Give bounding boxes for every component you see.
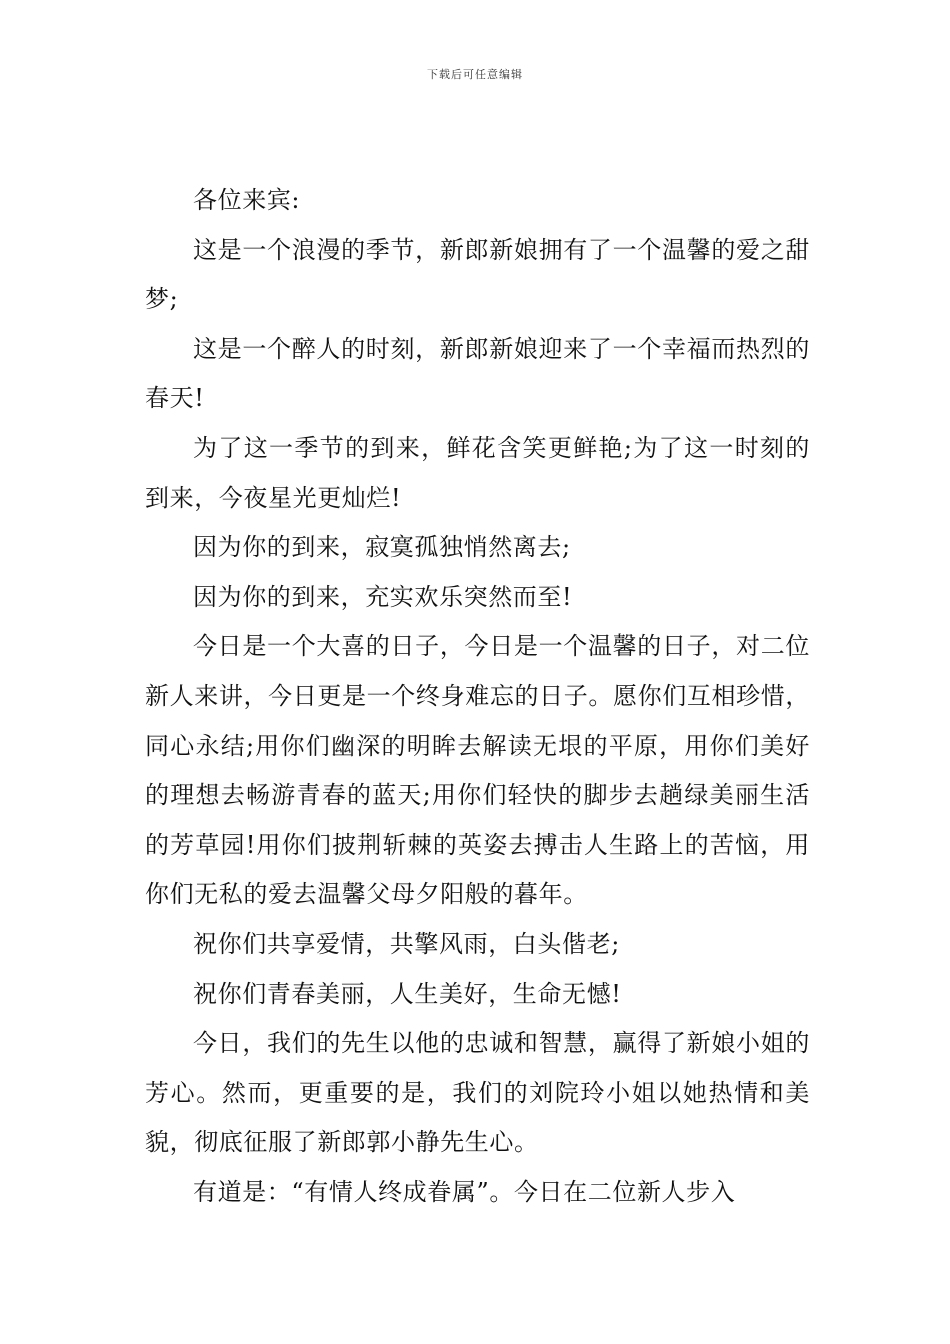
- paragraph: 因为你的到来，寂寞孤独悄然离去;: [193, 533, 571, 562]
- paragraph: 今日是一个大喜的日子，今日是一个温馨的日子，对二位新人来讲，今日更是一个终身难忘的日子。愿你们互相珍惜，同心永结;用你们幽深的明眸去解读无垠的平原，用你们美好的理想去畅游青春的蓝天;用你们轻快的脚步去趟绿美丽生活的芳草园!用你们披荆斩棘的英姿去搏击人生路上的苦恼，用你们无私的爱去温馨父母夕阳般的暮年。: [145, 632, 810, 909]
- header-note: 下载后可任意编辑: [427, 68, 523, 81]
- paragraph: 今日，我们的先生以他的忠诚和智慧，赢得了新娘小姐的芳心。然而，更重要的是，我们的刘院玲小姐以她热情和美貌，彻底征服了新郎郭小静先生心。: [145, 1029, 810, 1157]
- paragraph: 有道是：“有情人终成眷属”。今日在二位新人步入: [193, 1177, 736, 1206]
- paragraph: 祝你们共享爱情，共擎风雨，白头偕老;: [193, 929, 620, 958]
- paragraph-greeting: 各位来宾:: [193, 186, 301, 214]
- paragraph: 为了这一季节的到来，鲜花含笑更鲜艳;为了这一时刻的到来，今夜星光更灿烂!: [145, 433, 810, 512]
- paragraph: 这是一个浪漫的季节，新郎新娘拥有了一个温馨的爱之甜梦;: [145, 235, 810, 314]
- paragraph: 因为你的到来，充实欢乐突然而至!: [193, 582, 573, 611]
- document-body: [145, 176, 810, 1217]
- paragraph: 这是一个醉人的时刻，新郎新娘迎来了一个幸福而热烈的春天!: [145, 334, 810, 413]
- paragraph: 祝你们青春美丽，人生美好，生命无憾!: [193, 979, 622, 1008]
